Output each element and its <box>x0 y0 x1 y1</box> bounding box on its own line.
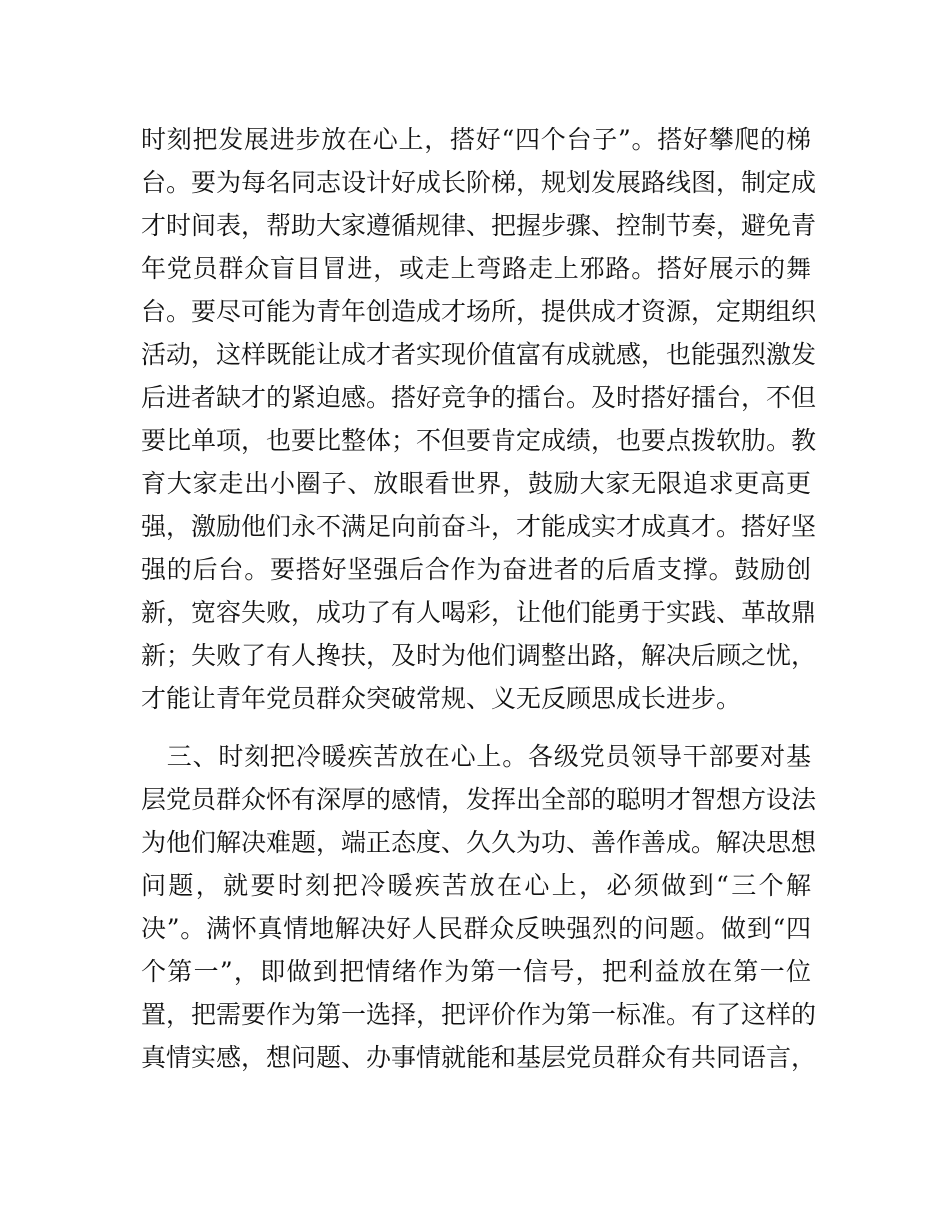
paragraph-1-line: 新；失败了有人搀扶，及时为他们调整出路，解决后顾之忧， <box>141 641 817 670</box>
paragraph-1-line: 年党员群众盲目冒进，或走上弯路走上邪路。搭好展示的舞 <box>141 254 811 283</box>
paragraph-1-line: 育大家走出小圈子、放眼看世界，鼓励大家无限追求更高更 <box>141 469 811 498</box>
paragraph-1-line: 台。要尽可能为青年创造成才场所，提供成才资源，定期组织 <box>141 297 817 326</box>
paragraph-1-line: 新，宽容失败，成功了有人喝彩，让他们能勇于实践、革故鼎 <box>141 598 817 627</box>
paragraph-1-line: 台。要为每名同志设计好成长阶梯，规划发展路线图，制定成 <box>141 168 817 197</box>
paragraph-2-line: 三、时刻把冷暖疾苦放在心上。各级党员领导干部要对基 <box>141 742 811 771</box>
paragraph-1-line: 活动，这样既能让成才者实现价值富有成就感，也能强烈激发 <box>141 340 817 369</box>
paragraph-1-line: 强的后台。要搭好坚强后合作为奋进者的后盾支撑。鼓励创 <box>141 555 811 584</box>
paragraph-2-line: 置，把需要作为第一选择，把评价作为第一标准。有了这样的 <box>141 1000 817 1029</box>
paragraph-1-line: 强，激励他们永不满足向前奋斗，才能成实才成真才。搭好坚 <box>141 512 817 541</box>
paragraph-2-line: 层党员群众怀有深厚的感情，发挥出全部的聪明才智想方设法 <box>141 785 817 814</box>
paragraph-1-line: 时刻把发展进步放在心上，搭好“四个台子”。搭好攀爬的梯 <box>141 125 811 154</box>
paragraph-2-line: 决”。满怀真情地解决好人民群众反映强烈的问题。做到“四 <box>141 914 811 943</box>
paragraph-1-line: 才时间表，帮助大家遵循规律、把握步骤、控制节奏，避免青 <box>141 211 817 240</box>
paragraph-2-line: 问题，就要时刻把冷暖疾苦放在心上，必须做到“三个解 <box>141 871 811 900</box>
paragraph-1-line: 要比单项，也要比整体；不但要肯定成绩，也要点拨软肋。教 <box>141 426 817 455</box>
paragraph-1-line: 后进者缺才的紧迫感。搭好竞争的擂台。及时搭好擂台，不但 <box>141 383 817 412</box>
paragraph-2-line: 为他们解决难题，端正态度、久久为功、善作善成。解决思想 <box>141 828 817 857</box>
paragraph-2-line: 真情实感，想问题、办事情就能和基层党员群众有共同语言， <box>141 1043 817 1072</box>
paragraph-1-line: 才能让青年党员群众突破常规、义无反顾思成长进步。 <box>141 684 742 713</box>
paragraph-2-line: 个第一”，即做到把情绪作为第一信号，把利益放在第一位 <box>141 957 811 986</box>
